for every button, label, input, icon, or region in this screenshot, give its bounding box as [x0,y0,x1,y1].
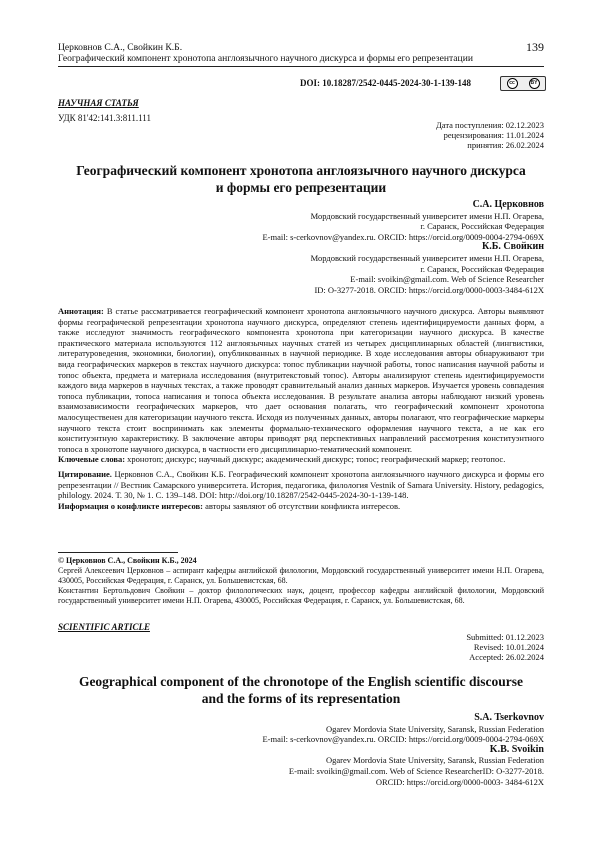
author2-contact1: E-mail: svoikin@gmail.com. Web of Science Researcher [350,274,544,285]
date-received: Дата поступления: 02.12.2023 [435,120,544,130]
abstract [58,306,544,454]
article-type-ru: НАУЧНАЯ СТАТЬЯ [58,98,139,108]
author1-contact: E-mail: s-cerkovnov@yandex.ru. ORCID: https://orcid.org/0009-0004-2794-069X [262,231,544,242]
header-authors: Церковнов С.А., Свойкин К.Б. [58,42,183,53]
author2-city: г. Саранск, Российская Федерация [420,263,544,274]
title-ru [58,162,544,196]
citation [58,469,544,501]
author2-contact2-en: ORCID: https://orcid.org/0000-0003- 3484-612X [375,776,544,787]
author1-name-en: S.A. Tserkovnov [474,712,544,723]
article-type-en: SCIENTIFIC ARTICLE [58,622,150,632]
authors-ru [262,200,544,295]
dates-ru [436,120,544,150]
header-divider [58,66,544,67]
conflict-info [58,501,544,512]
author1-affiliation: Мордовский государственный университет имени Н.П. Огарева, [310,210,544,221]
author1-name: С.А. Церковнов [472,199,544,210]
title-en-line2: and the forms of its representation [201,691,401,706]
abstract-text: В статье рассматривается географический компонент хронотопа англоязычного научного дискурса. Авторы выявляют формы географической репрезентации хронотопа научного дискурса, определяют степень идентифицируемости данных форм, а также исследуют значимость географического компонента хронотопа при категоризации научного дискурса. В качестве практического материала используются 112 англоязычных научных статей из четырех дисциплинарных областей (лингвистики, литературоведения, экономики, биологии), опубликованных в научной периодике. В ходе исследования авторы обнаруживают три вида географических маркеров в текстах научного дискурса: топос публикации научной работы, топос написания научной работы и топос объекта, предмета и материала исследования (внутритекстовый топос). Авторы анализируют степень идентифицируемости каждого вида маркеров в научных текстах, а также проводят сравнительный анализ данных маркеров. Изучается уровень совпадения топоса публикации, топоса написания и топоса объекта исследования. В результате анализа авторы наблюдают низкий уровень взаимозависимости географических маркеров, что дает основания полагать, что географический компонент хронотопа малосущественен для категоризации научного текста. Исходя из полученных данных, авторы полагают, что географические маркеры научного текста стоит воспринимать как элементы формально-технического оформления научного текста, а не как его конституэнтную характеристику. В заключение авторы приводят ряд перспективных направлений рассмотрения конституэнтного топоса в хронотопе научного дискурса, в частности его дисциплинарно-тематический компонент. [58,306,544,454]
author1-city: г. Саранск, Российская Федерация [420,221,544,232]
authors-en [262,713,544,787]
title-en [58,673,544,707]
header-running-title: Географический компонент хронотопа англоязычного научного дискурса и формы его репрезентации [58,53,473,64]
running-header [58,42,544,64]
by-label: BY [529,78,540,89]
title-en-line1: Geographical component of the chronotope of the English scientific discourse [78,674,524,689]
date-submitted: Submitted: 01.12.2023 [466,632,544,642]
author2-contact1-en: E-mail: svoikin@gmail.com. Web of Science ResearcherID: O-3277-2018. [288,765,544,776]
author2-name-en: K.B. Svoikin [489,743,544,755]
author2-bio: Константин Бертольдович Свойкин – доктор филологических наук, доцент, профессор кафедры английской филологии, Мордовский государственный университет имени Н.П. Огарева, 430005, Российская Федерация, г. Саранск, ул. Большевистская, 68. [58,586,544,605]
copyright-block [58,556,544,606]
udc-code: УДК 81'42:141.3:811.111 [58,113,151,123]
doi-link[interactable]: DOI: 10.18287/2542-0445-2024-30-1-139-148 [300,78,471,88]
date-accepted-en: Accepted: 26.02.2024 [469,652,544,662]
author2-affiliation: Мордовский государственный университет имени Н.П. Огарева, [310,252,544,263]
title-ru-line2: и формы его репрезентации [215,180,387,195]
author2-name: К.Б. Свойкин [482,241,544,253]
dates-en [466,632,544,662]
cc-by-license-icon[interactable] [500,76,546,91]
author1-bio: Сергей Алексеевич Церковнов – аспирант кафедры английской филологии, Мордовский государственный университет имени Н.П. Огарева, 430005, Российская Федерация, г. Саранск, ул. Большевистская, 68. [58,566,544,585]
conflict-text: авторы заявляют об отсутствии конфликта интересов. [202,500,401,511]
author1-affiliation-en: Ogarev Mordovia State University, Saransk, Russian Federation [325,723,544,734]
cc-label: cc [507,78,518,89]
copyright-line: © Церковнов С.А., Свойкин К.Б., 2024 [58,556,197,565]
keywords-text: хронотоп; дискурс; научный дискурс; академический дискурс; топос; географический маркер; геотопос. [125,454,506,465]
title-ru-line1: Географический компонент хронотопа англоязычного научного дискурса [76,163,526,178]
keywords-label: Ключевые слова: [58,454,126,465]
citation-text: Церковнов С.А., Свойкин К.Б. Географический компонент хронотопа англоязычного научного дискурса и формы его репрезентации // Вестник Самарского университета. История, педагогика, филология Vestnik of Samara University. History, pedagogics, philology. 2024. Т. 30, № 1. С. 139–148. DOI: http://doi.org/10.18287/2542-0445-2024-30-1-139-148. [58,468,544,501]
date-revised: Revised: 10.01.2024 [473,642,544,652]
author2-affiliation-en: Ogarev Mordovia State University, Saransk, Russian Federation [325,755,544,766]
conflict-label: Информация о конфликте интересов: [58,500,203,511]
abstract-block [58,306,544,511]
page-number: 139 [526,40,544,54]
author1-contact-en: E-mail: s-cerkovnov@yandex.ru. ORCID: https://orcid.org/0009-0004-2794-069X [262,734,544,745]
abstract-label: Аннотация: [58,306,104,316]
author2-contact2: ID: O-3277-2018. ORCID: https://orcid.org/0000-0003-3484-612X [314,284,544,295]
date-accepted: принятия: 26.02.2024 [467,140,544,150]
date-reviewed: рецензирования: 11.01.2024 [443,130,544,140]
keywords [58,454,544,465]
copyright-divider [58,552,178,553]
citation-label: Цитирование. [58,468,112,479]
